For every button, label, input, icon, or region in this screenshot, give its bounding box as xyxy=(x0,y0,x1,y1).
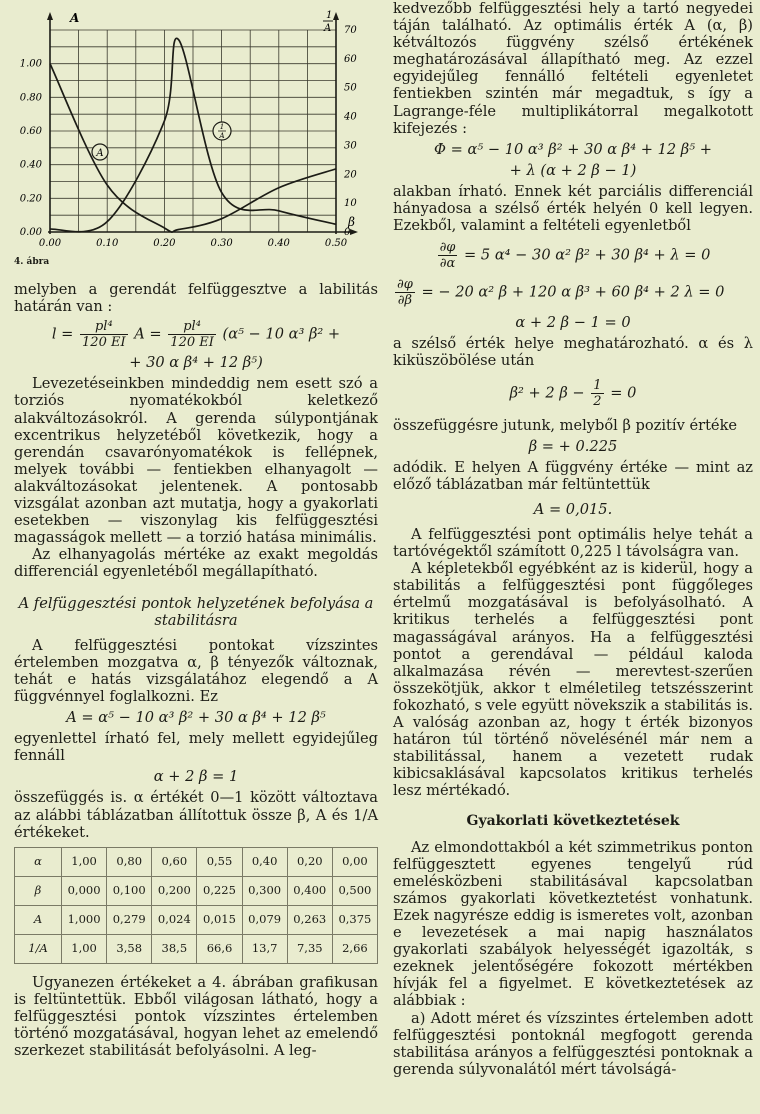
x-axis-arrow xyxy=(350,229,358,235)
deriv1-den: ∂α xyxy=(439,256,456,272)
right-eq6: A = 0,015. xyxy=(533,500,613,518)
table-cell: 0,279 xyxy=(107,905,152,934)
table-cell: 2,66 xyxy=(332,935,377,964)
y-right-label-den: A xyxy=(324,23,332,34)
right-p9: a) Adott méret és vízszintes értelemben adott felfüggesztési pontoknál megfogott gerenda stabilitása arányos a felfüggesztési pontoknak a gerenda súlyvonalától mért távolságá- xyxy=(393,1009,753,1078)
eq1-a: A = xyxy=(134,325,162,343)
right-p1: kedvezőbb felfüggesztési hely a tartó negyedei táján található. Az optimális érték A (α, β) kétváltozós függvény szélső értékének meghatározásával állapítható meg. Az ezzel egyidejűleg fennálló feltételi egyenletet fentiekben szintén már megadtuk, s így a Lagrange-féle multiplikátorral megalkotott kifejezés : xyxy=(393,0,753,137)
table-row-label: β xyxy=(15,876,62,905)
y-right-tick-label: 50 xyxy=(344,82,357,94)
table-cell: 0,40 xyxy=(242,847,287,876)
right-p7: A képletekből egyébként az is kiderül, hogy a stabilitás a felfüggesztési pont függőleges értelmű mozgatásával is befolyásolható. A kritikus terhelés a felfüggesztési pont magasságával arányos. Ha a felfüggesztési pontot a gerendával — például kaloda alkalmazása révén — merevtest-szerűen összekötjük, akkor t elméletileg tetszésszerint fokozható, s vele együtt növekszik a stabilitás is. A valóság azonban az, hogy t érték bizonyos határon túl történő növelésénél már nem a stabilitással, hanem a vezetett rudak kibicsaklásával kapcsolatos kritikus terhelés lesz mértékadó. xyxy=(393,560,753,800)
table-cell: 1,00 xyxy=(62,847,107,876)
x-tick-label: 0.50 xyxy=(324,238,348,249)
table-cell: 0,60 xyxy=(152,847,197,876)
table-row xyxy=(15,847,378,876)
table-cell: 0,400 xyxy=(287,876,332,905)
y-left-label: A xyxy=(70,11,80,25)
table-cell: 0,500 xyxy=(332,876,377,905)
y-right-tick-label: 60 xyxy=(344,53,357,65)
series-inv-a-label-num: 1 xyxy=(219,123,225,131)
left-p5: egyenlettel írható fel, mely mellett egyidejűleg fennáll xyxy=(14,730,378,765)
deriv2-den: ∂β xyxy=(397,293,413,309)
table-cell: 0,200 xyxy=(152,876,197,905)
y-left-tick-label: 0.20 xyxy=(19,193,42,205)
eq1-f2-den: 120 EI xyxy=(170,335,214,351)
eq4-frac xyxy=(591,378,603,409)
x-tick-label: 0.10 xyxy=(96,238,119,249)
table-cell: 1,00 xyxy=(62,935,107,964)
table-cell: 0,079 xyxy=(242,905,287,934)
right-eq5: β = + 0.225 xyxy=(528,437,618,455)
deriv1-frac xyxy=(438,240,458,271)
right-p6: A felfüggesztési pont optimális helye tehát a tartóvégektől számított 0,225 l távolságra van. xyxy=(393,525,753,561)
right-p2: alakban írható. Ennek két parciális differenciál hányadosa a szélső érték helyén 0 kell legyen. Ezekből, valamint a feltételi egyenletből xyxy=(393,182,753,235)
table-cell: 13,7 xyxy=(242,935,287,964)
y-left-tick-label: 1.00 xyxy=(19,58,42,70)
right-eq4 xyxy=(393,378,753,409)
left-p3: Az elhanyagolás mértéke az exakt megoldás differenciál egyenletéből megállapítható. xyxy=(14,546,378,581)
eq4-den: 2 xyxy=(593,393,602,409)
table-cell: 3,58 xyxy=(107,935,152,964)
table-cell: 0,263 xyxy=(287,905,332,934)
table-row-label: A xyxy=(15,905,62,934)
eq4-a: β² + 2 β − xyxy=(509,384,585,401)
y-right-tick-label: 0 xyxy=(344,227,351,238)
eq1-f2-num: pl⁴ xyxy=(168,319,216,335)
table-cell: 0,20 xyxy=(287,847,332,876)
x-tick-label: 0.30 xyxy=(210,238,233,249)
left-eq2: A = α⁵ − 10 α³ β² + 30 α β⁴ + 12 β⁵ xyxy=(66,709,326,727)
left-column xyxy=(14,0,378,1060)
right-eq1b: + λ (α + 2 β − 1) xyxy=(509,161,637,179)
y-left-tick-label: 0.40 xyxy=(19,159,42,171)
table-row xyxy=(15,876,378,905)
eq1-frac2 xyxy=(168,319,216,350)
deriv2-num: ∂φ xyxy=(397,277,413,293)
y-right-tick-label: 20 xyxy=(344,169,357,181)
figure-caption: 4. ábra xyxy=(14,257,50,267)
y-right-tick-label: 70 xyxy=(344,25,357,36)
table-cell: 0,024 xyxy=(152,905,197,934)
table-cell: 7,35 xyxy=(287,935,332,964)
chart-svg xyxy=(14,0,378,250)
x-tick-label: 0.20 xyxy=(153,238,176,249)
left-eq1-line2: + 30 α β⁴ + 12 β⁵) xyxy=(129,354,263,372)
left-p2: Levezetéseinkben mindeddig nem esett szó a torziós nyomatékokból keletkező alakváltozásokról. A gerenda súlypontjának excentrikus helyzetéből következik, hogy a gerendán csavarónyomatékok is fellépnek, melyek további — fentiekben elhanyagolt — alakváltozásokat jelentenek. A pontosabb vizsgálat azonban azt mutatja, hogy a gyakorlati esetekben — viszonylag kis felfüggesztési magasságok mellett — a torzió hatása minimális. xyxy=(14,375,378,547)
series-a-label: A xyxy=(96,148,104,159)
left-p6: összefüggés is. α értékét 0—1 között változtava az alábbi táblázatban állítottuk össze β, A és 1/A értékeket. xyxy=(14,789,378,841)
table-cell: 0,55 xyxy=(197,847,242,876)
left-p1: melyben a gerendát felfüggesztve a labilitás határán van : xyxy=(14,281,378,316)
table-cell: 0,80 xyxy=(107,847,152,876)
left-p4: A felfüggesztési pontokat vízszintes értelemben mozgatva α, β tényezők változnak, tehát e hatás vizsgálatához elegendő a A függvénnyel foglalkozni. Ez xyxy=(14,636,378,705)
eq1-frac1 xyxy=(80,319,128,350)
right-p8: Az elmondottakból a két szimmetrikus ponton felfüggesztett egyenes tengelyű rúd emelésközbeni stabilitásával kapcsolatban számos gyakorlati következtetést vonhatunk. Ezek nagyrésze eddig is ismeretes volt, azonban e levezetések a mai napig használatos gyakorlati szabályok helyességét igazolták, s ezeknek jelentőségére fokozott mértékben hívják fel a figyelmet. E következtetések az alábbiak : xyxy=(393,838,753,1010)
left-p7: Ugyanezen értékeket a 4. ábrában grafikusan is feltüntettük. Ebből világosan látható, hogy a felfüggesztési pontok vízszintes értelemben történő mozgatásával, hogyan lehet az emelendő szerkezet stabilitását befolyásolni. A leg- xyxy=(14,974,378,1060)
table-cell: 0,015 xyxy=(197,905,242,934)
right-column xyxy=(393,0,753,1078)
right-deriv3: α + 2 β − 1 = 0 xyxy=(515,314,631,332)
deriv1-rest: = 5 α⁴ − 30 α² β² + 30 β⁴ + λ = 0 xyxy=(464,246,711,264)
right-deriv1 xyxy=(393,240,753,271)
eq1-f1-num: pl⁴ xyxy=(80,319,128,335)
table-row xyxy=(15,905,378,934)
y-axis-left-arrow xyxy=(47,12,53,20)
table-cell: 0,225 xyxy=(197,876,242,905)
table-cell: 1,000 xyxy=(62,905,107,934)
table-cell: 66,6 xyxy=(197,935,242,964)
eq4-num: 1 xyxy=(593,377,602,393)
x-tick-label: 0.40 xyxy=(267,238,290,249)
deriv2-frac xyxy=(395,277,415,308)
right-heading: Gyakorlati következtetések xyxy=(466,813,680,830)
y-right-tick-label: 40 xyxy=(344,111,357,123)
right-p5: adódik. E helyen A függvény értéke — mint az előző táblázatban már feltüntettük xyxy=(393,458,753,493)
table-cell: 38,5 xyxy=(152,935,197,964)
left-eq1 xyxy=(14,319,378,350)
y-left-tick-label: 0.00 xyxy=(19,227,42,238)
y-right-label-num: 1 xyxy=(326,10,333,21)
left-eq3: α + 2 β = 1 xyxy=(153,768,239,786)
table-cell: 0,375 xyxy=(332,905,377,934)
right-eq1: Φ = α⁵ − 10 α³ β² + 30 α β⁴ + 12 β⁵ + xyxy=(434,140,712,158)
y-left-tick-label: 0.80 xyxy=(19,92,42,104)
table-cell: 0,300 xyxy=(242,876,287,905)
values-table xyxy=(14,847,378,964)
y-left-tick-label: 0.60 xyxy=(19,126,42,137)
right-deriv2 xyxy=(393,277,753,308)
x-tick-label: 0.00 xyxy=(38,238,62,249)
table-row-label: 1/A xyxy=(15,935,62,964)
table-row-label: α xyxy=(15,847,62,876)
eq1-l: l = xyxy=(51,325,74,343)
table-cell: 0,00 xyxy=(332,847,377,876)
right-p4: összefüggésre jutunk, melyből β pozitív értéke xyxy=(393,416,738,434)
y-axis-right-arrow xyxy=(333,12,339,20)
eq1-f1-den: 120 EI xyxy=(82,335,126,351)
y-right-tick-label: 30 xyxy=(344,140,357,152)
table-row xyxy=(15,935,378,964)
x-label: β xyxy=(348,215,355,229)
deriv2-rest: = − 20 α² β + 120 α β³ + 60 β⁴ + 2 λ = 0 xyxy=(421,283,725,301)
deriv1-num: ∂φ xyxy=(439,240,456,256)
table-cell: 0,000 xyxy=(62,876,107,905)
figure-4-chart xyxy=(14,0,378,250)
series-inv-a-label-den: A xyxy=(219,132,225,140)
y-right-tick-label: 10 xyxy=(344,198,357,210)
eq1-tail: (α⁵ − 10 α³ β² + xyxy=(222,325,341,343)
left-heading: A felfüggesztési pontok helyzetének befolyása a stabilitásra xyxy=(18,594,374,629)
right-p3: a szélső érték helye meghatározható. α és λ kiküszöbölése után xyxy=(393,335,753,370)
table-cell: 0,100 xyxy=(107,876,152,905)
eq4-b: = 0 xyxy=(610,384,637,401)
